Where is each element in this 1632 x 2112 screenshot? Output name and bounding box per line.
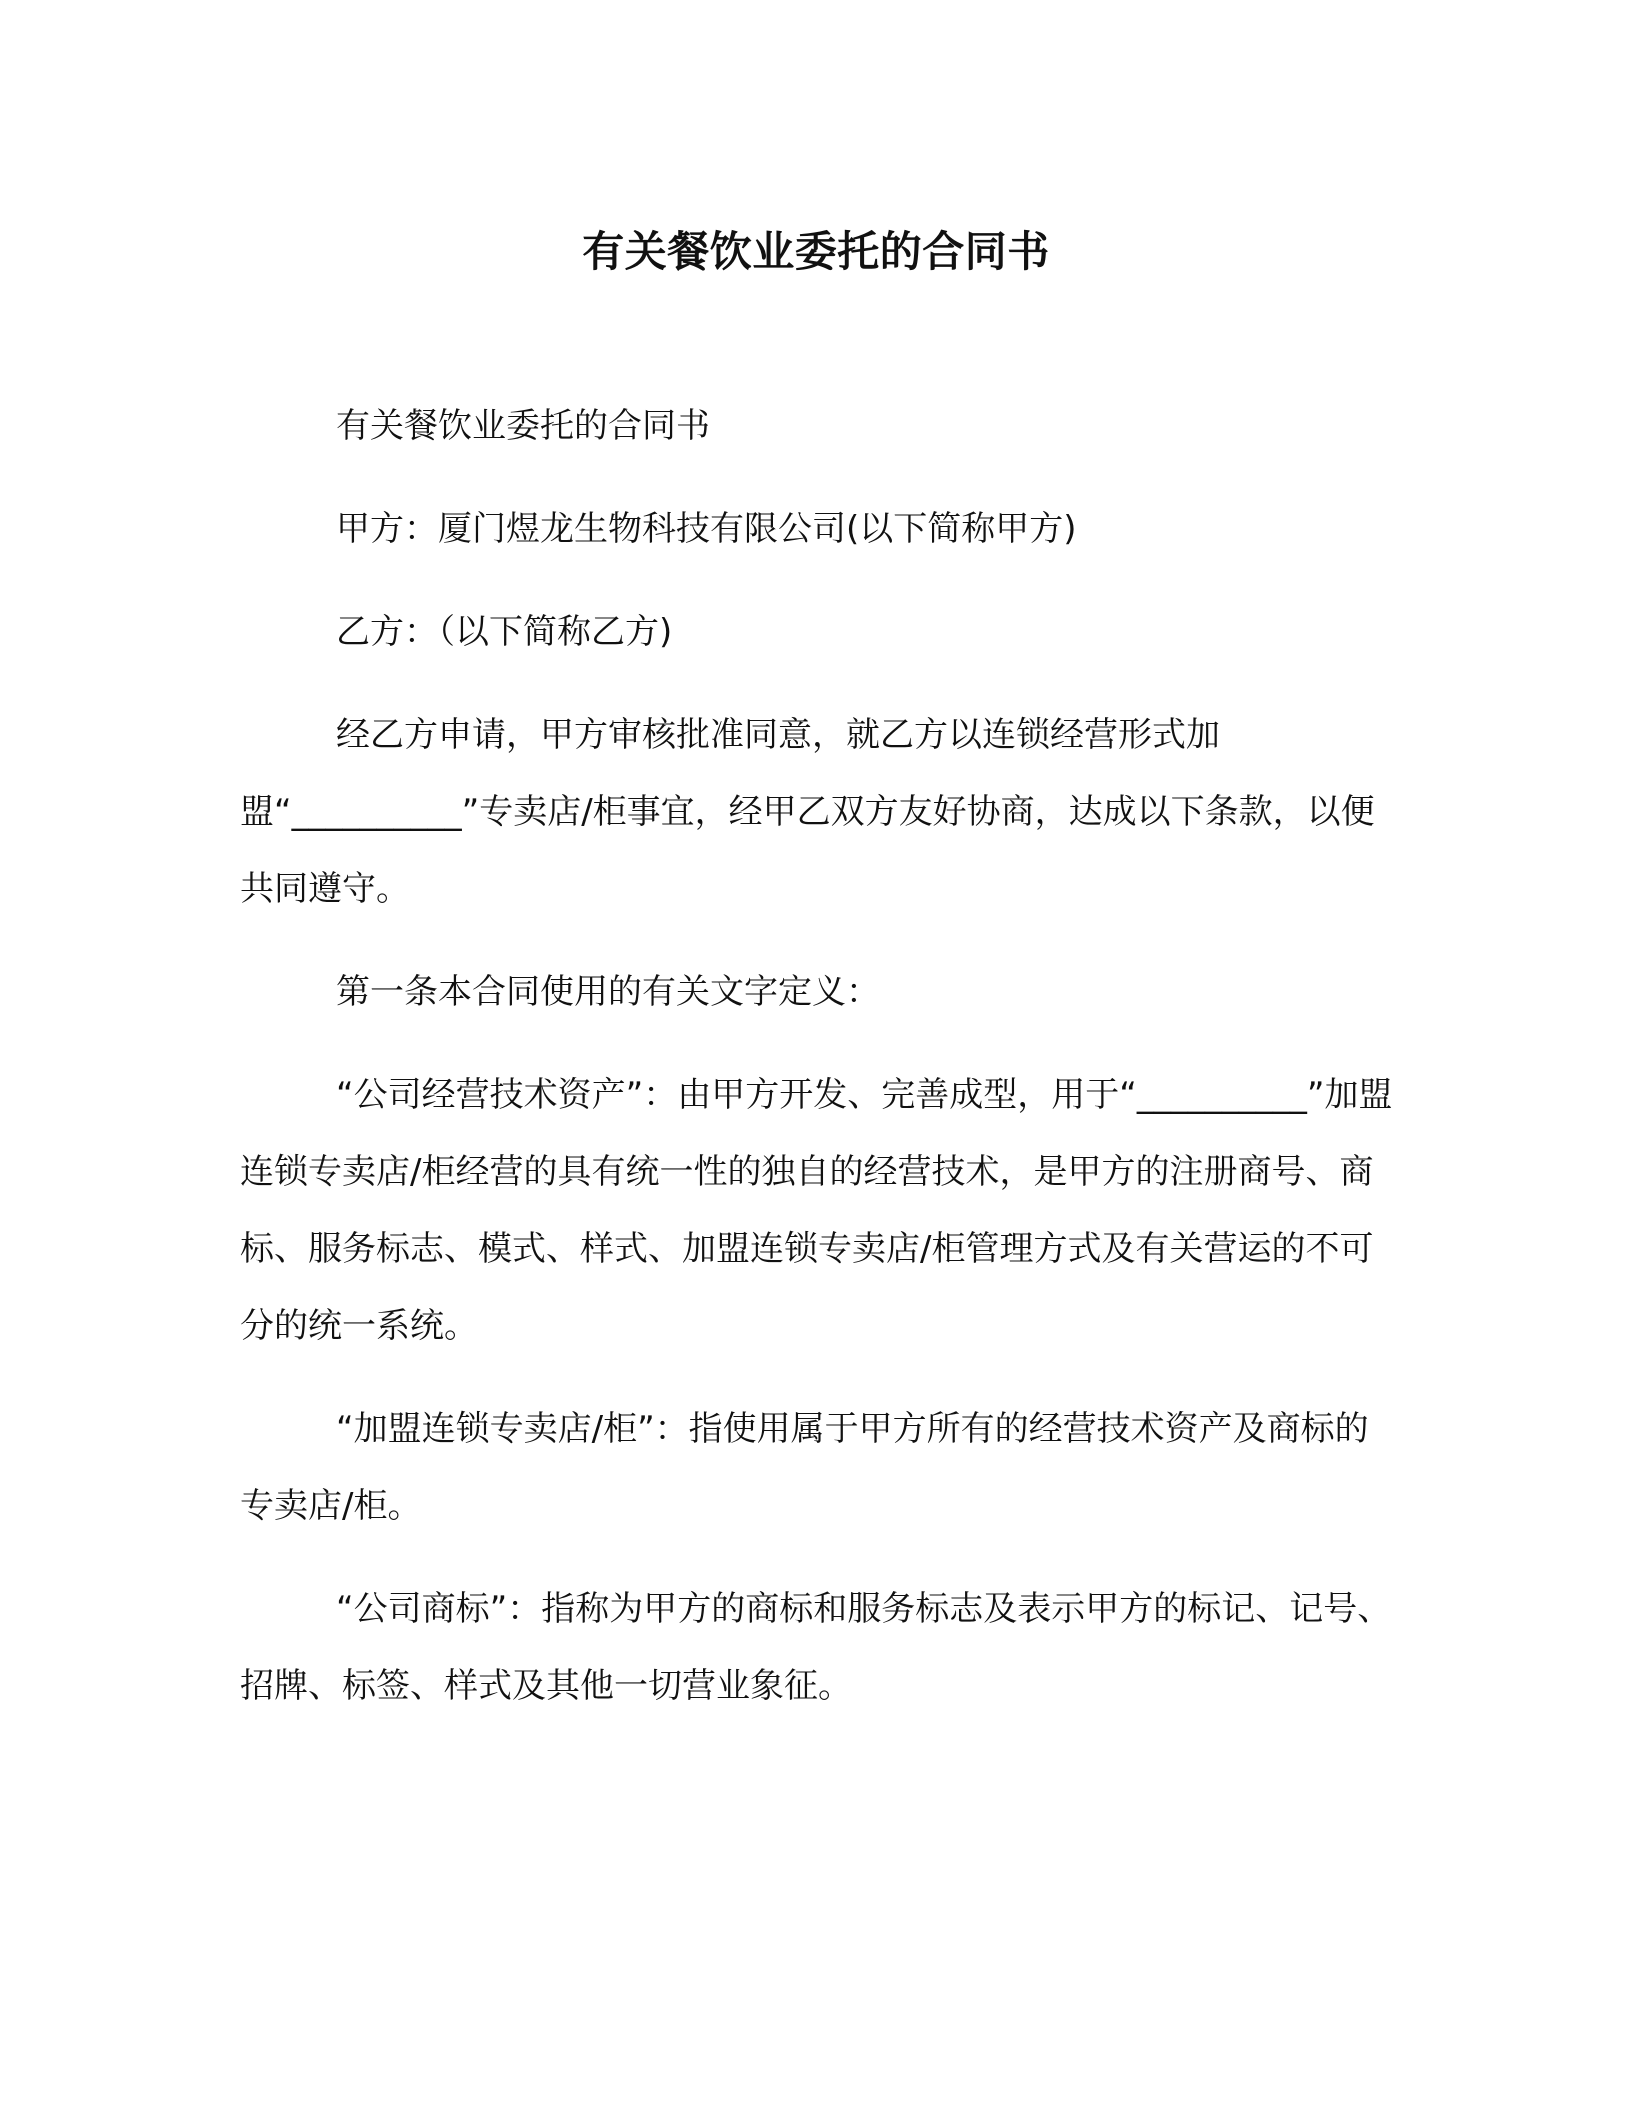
document-title: 有关餐饮业委托的合同书 [582, 227, 1050, 276]
document-body [240, 388, 1400, 1751]
paragraph-preamble: 经乙方申请，甲方审核批准同意，就乙方以连锁经营形式加盟“__________”专卖店/柜事宜，经甲乙双方友好协商，达成以下条款，以便共同遵守。 [240, 715, 1375, 909]
paragraph-article-1: 第一条本合同使用的有关文字定义： [336, 972, 880, 1012]
paragraph-definition-franchise-store: “加盟连锁专卖店/柜”：指使用属于甲方所有的经营技术资产及商标的专卖店/柜。 [240, 1409, 1369, 1526]
paragraph-definition-tech-assets: “公司经营技术资产”：由甲方开发、完善成型，用于“__________”加盟连锁专卖店/柜经营的具有统一性的独自的经营技术，是甲方的注册商号、商标、服务标志、模式、样式、加盟连锁专卖店/柜管理方式及有关营运的不可分的统一系统。 [240, 1075, 1393, 1346]
paragraph-definition-trademark: “公司商标”：指称为甲方的商标和服务标志及表示甲方的标记、记号、招牌、标签、样式及其他一切营业象征。 [240, 1589, 1392, 1706]
paragraph-party-a: 甲方：厦门煜龙生物科技有限公司(以下简称甲方) [336, 509, 1077, 549]
paragraph-party-b: 乙方：（以下简称乙方) [336, 612, 673, 652]
paragraph-heading: 有关餐饮业委托的合同书 [336, 406, 710, 446]
